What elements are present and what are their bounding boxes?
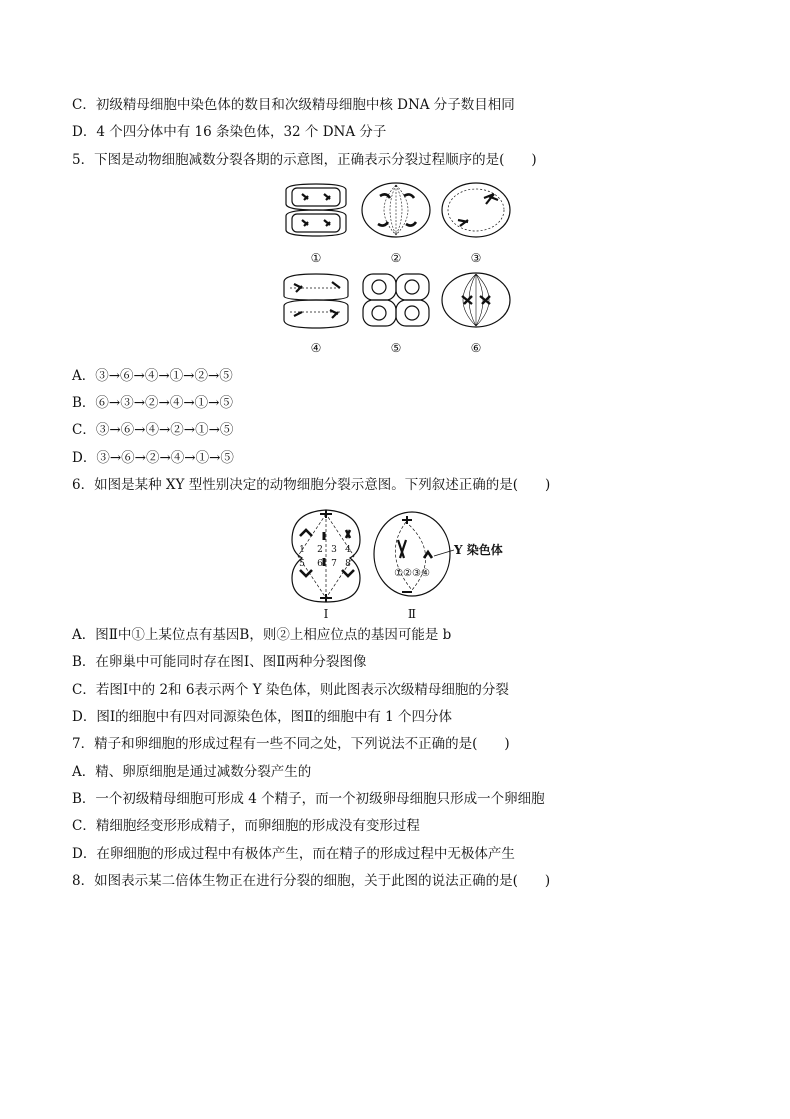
- cell-4: [284, 274, 348, 328]
- cell-I: [292, 510, 360, 602]
- fig5-label-2: ②: [390, 251, 402, 265]
- fig5-label-6: ⑥: [470, 341, 482, 355]
- q7-option-b: B．一个初级精母细胞可形成 4 个精子，而一个初级卵母细胞只形成一个卵细胞: [72, 791, 545, 807]
- q5-option-c: C．③→⑥→④→②→①→⑤: [72, 422, 234, 438]
- q6-option-a: A．图Ⅱ中①上某位点有基因B，则②上相应位点的基因可能是 b: [72, 627, 452, 643]
- cell-6: [442, 273, 510, 327]
- fig6-num-1: 1: [299, 545, 305, 555]
- cell-1: [286, 184, 346, 236]
- figure-6-cell-division-diagram: [286, 506, 518, 620]
- fig6-label-II: Ⅱ: [407, 607, 417, 620]
- q6-option-d: D．图Ⅰ的细胞中有四对同源染色体，图Ⅱ的细胞中有 1 个四分体: [72, 709, 453, 725]
- cell-II: [374, 512, 450, 596]
- q6-option-b: B．在卵巢中可能同时存在图Ⅰ、图Ⅱ两种分裂图像: [72, 654, 367, 670]
- fig6-num-6: 6: [317, 559, 323, 569]
- fig6-num-3: 3: [331, 545, 337, 555]
- q6-stem: 6．如图是某种 XY 型性别决定的动物细胞分裂示意图。下列叙述正确的是( ): [72, 477, 551, 493]
- cell-3: [442, 183, 510, 237]
- fig5-label-3: ③: [470, 251, 482, 265]
- q7-option-c: C．精细胞经变形形成精子，而卵细胞的形成没有变形过程: [72, 818, 420, 834]
- fig6-num-2: 2: [317, 545, 323, 555]
- q5-option-a: A．③→⑥→④→①→②→⑤: [72, 368, 233, 384]
- q5-option-d: D．③→⑥→②→④→①→⑤: [72, 450, 234, 466]
- figure-5-meiosis-diagram: [280, 182, 520, 358]
- q4-option-c: C．初级精母细胞中染色体的数目和次级精母细胞中核 DNA 分子数目相同: [72, 97, 515, 113]
- fig6-num-5: 5: [299, 559, 305, 569]
- fig6-nums-II: ①②③④: [394, 568, 430, 579]
- q4-option-d: D．4 个四分体中有 16 条染色体，32 个 DNA 分子: [72, 124, 387, 140]
- fig5-label-5: ⑤: [390, 341, 402, 355]
- fig5-label-1: ①: [310, 251, 322, 265]
- fig6-y-chromosome-label: Y 染色体: [454, 543, 503, 557]
- q7-option-d: D．在卵细胞的形成过程中有极体产生，而在精子的形成过程中无极体产生: [72, 846, 515, 862]
- q5-option-b: B．⑥→③→②→④→①→⑤: [72, 395, 233, 411]
- cell-5: [363, 274, 429, 326]
- q5-stem: 5．下图是动物细胞减数分裂各期的示意图，正确表示分裂过程顺序的是( ): [72, 152, 537, 168]
- fig6-num-7: 7: [331, 559, 337, 569]
- q8-stem: 8．如图表示某二倍体生物正在进行分裂的细胞，关于此图的说法正确的是( ): [72, 873, 551, 889]
- q7-stem: 7．精子和卵细胞的形成过程有一些不同之处，下列说法不正确的是( ): [72, 736, 510, 752]
- fig5-label-4: ④: [310, 341, 322, 355]
- fig6-num-4: 4: [345, 545, 351, 555]
- q6-option-c: C．若图Ⅰ中的 2和 6表示两个 Y 染色体，则此图表示次级精母细胞的分裂: [72, 682, 509, 698]
- q7-option-a: A．精、卵原细胞是通过减数分裂产生的: [72, 764, 312, 780]
- fig6-label-I: Ⅰ: [323, 607, 329, 620]
- cell-2: [362, 183, 430, 237]
- fig6-num-8: 8: [345, 559, 351, 569]
